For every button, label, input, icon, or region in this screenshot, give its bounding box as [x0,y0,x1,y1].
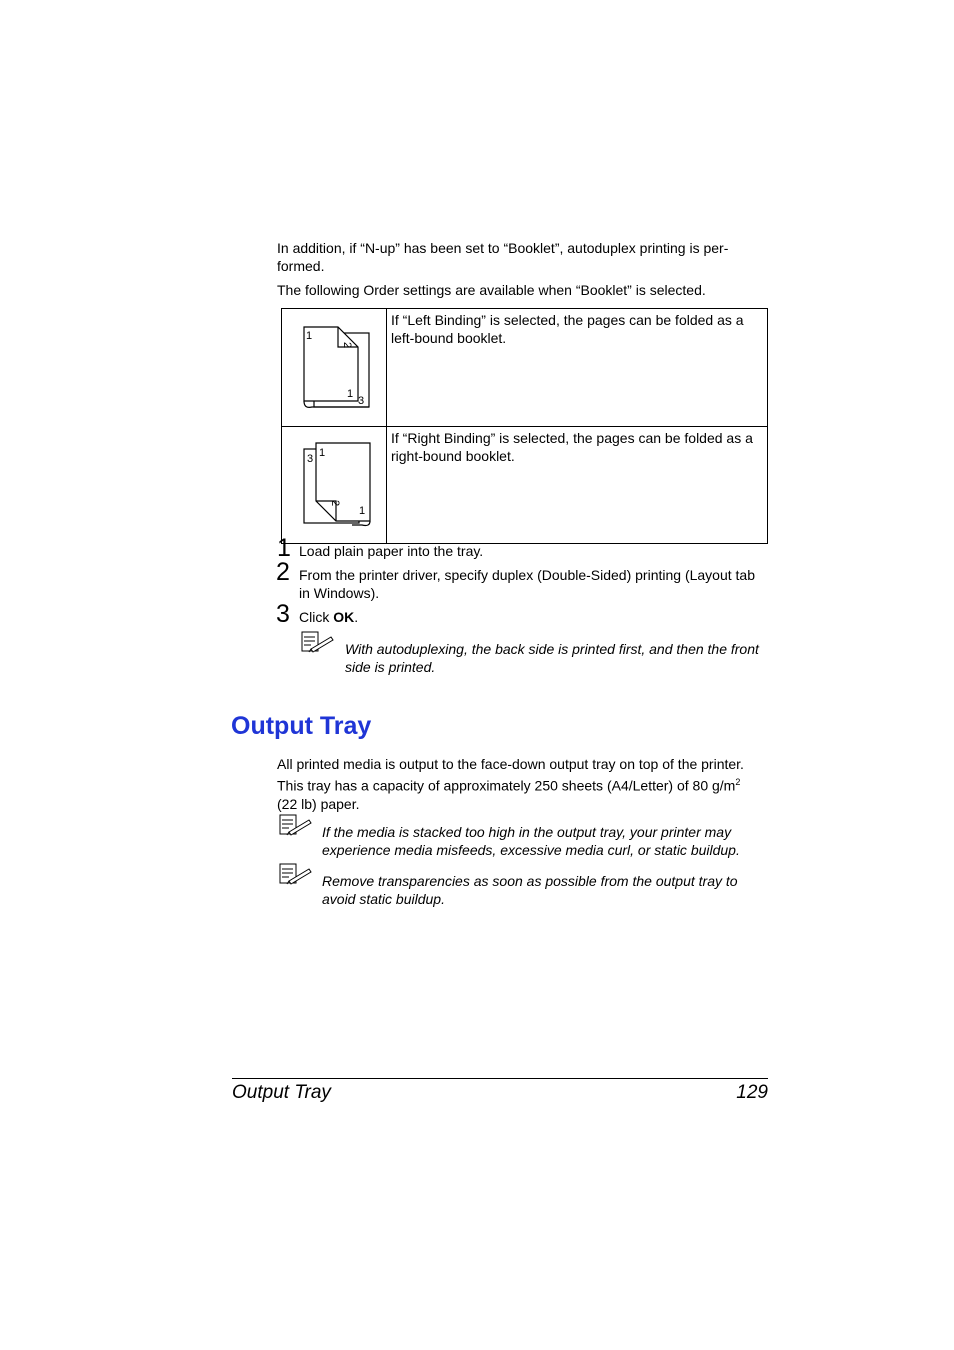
step-number: 2 [276,558,290,586]
step-number: 3 [276,600,290,628]
table-row [282,427,768,544]
transparencies-note-line-2: avoid static buildup. [322,891,445,907]
page-label: 2 [341,342,353,349]
transparencies-note-line-1: Remove transparencies as soon as possible from the output tray to [322,873,738,889]
output-tray-line-3: (22 lb) paper. [277,795,360,812]
left-binding-description [387,309,768,427]
left-binding-line-2: left-bound booklet. [391,329,507,346]
page-label: 1 [359,505,366,517]
left-binding-figure-cell [282,309,387,427]
step-3-text [299,608,358,626]
page-label: 1 [319,447,326,459]
page-number: 129 [736,1082,768,1103]
right-binding-figure-cell [282,427,387,544]
right-binding-booklet-figure [282,427,386,538]
superscript: 2 [735,777,741,787]
note-pencil-icon [279,814,313,836]
step-2-line-1: From the printer driver, specify duplex (Double-Sided) printing (Layout tab [299,567,755,583]
intro-paragraph-1-line-1: In addition, if “N-up” has been set to “Booklet”, autoduplex printing is per- [277,240,729,256]
step-1-text: Load plain paper into the tray. [299,543,484,559]
intro-paragraph-1 [277,239,728,275]
page-label: 1 [347,388,354,400]
page-label: 3 [358,395,365,407]
autoduplex-note-line-2: side is printed. [345,659,436,675]
output-tray-line-2-text: This tray has a capacity of approximately 250 sheets (A4/Letter) of 80 g/m [277,777,736,794]
step-2-text [299,566,755,602]
note-pencil-icon [279,863,313,885]
footer-title: Output Tray [232,1082,331,1103]
step-3-post: . [354,609,359,625]
right-binding-description [387,427,768,544]
autoduplex-note-line-1: With autoduplexing, the back side is printed first, and then the front [345,641,759,657]
right-binding-line-1: If “Right Binding” is selected, the pages can be folded as a [391,430,753,446]
stacking-note-line-2: experience media misfeeds, excessive media curl, or static buildup. [322,842,740,858]
step-3-pre: Click [299,609,334,625]
stacking-note-line-1: If the media is stacked too high in the output tray, your printer may [322,824,732,840]
output-tray-line-1: All printed media is output to the face-down output tray on top of the printer. [277,756,744,772]
table-row [282,309,768,427]
autoduplex-note [345,640,759,676]
intro-paragraph-1-line-2: formed. [277,258,325,274]
transparencies-note [322,872,738,908]
booklet-order-table [281,308,768,544]
step-2-line-2: in Windows). [299,585,380,601]
section-title: Output Tray [231,712,372,740]
intro-paragraph-2: The following Order settings are available when “Booklet” is selected. [277,282,706,298]
left-binding-booklet-figure [282,309,386,421]
left-binding-line-1: If “Left Binding” is selected, the pages can be folded as a [391,312,744,328]
step-number: 1 [277,534,291,562]
ok-label: OK [333,609,355,625]
output-tray-paragraph [277,755,744,813]
page-label: 1 [306,330,313,342]
output-tray-line-2 [277,773,744,795]
right-binding-line-2: right-bound booklet. [391,447,515,464]
page-label: 3 [307,453,314,465]
note-pencil-icon [301,631,335,653]
footer-rule [232,1078,768,1079]
stacking-note [322,823,740,859]
page-label: 2 [329,500,341,507]
